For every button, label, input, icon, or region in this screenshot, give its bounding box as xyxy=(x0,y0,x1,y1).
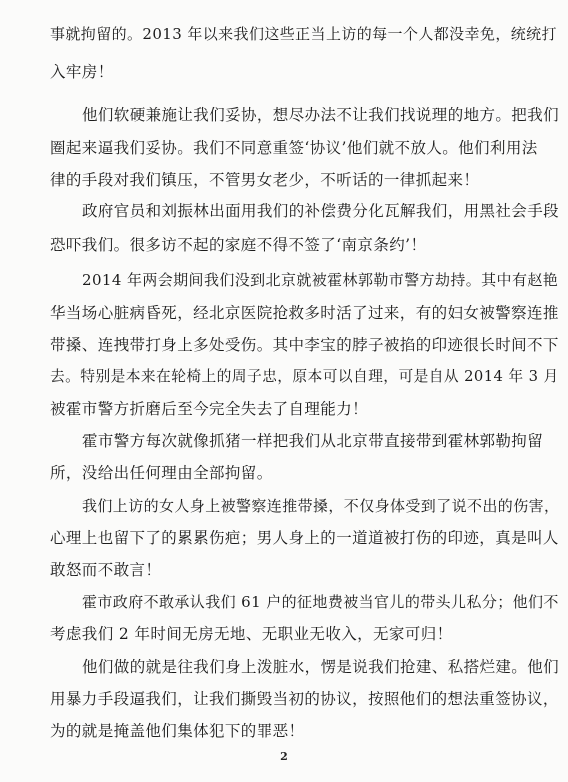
text-line-15: 我们上访的女人身上被警察连推带搡，不仅身体受到了说不出的伤害， xyxy=(82,497,560,515)
text-line-5: 律的手段对我们镇压，不管男女老少，不听话的一律抓起来！ xyxy=(50,171,480,189)
text-line-6: 政府官员和刘振林出面用我们的补偿费分化瓦解我们，用黑社会手段 xyxy=(82,202,560,220)
text-line-12: 被霍市警方折磨后至今完全失去了自理能力！ xyxy=(50,400,369,418)
text-line-21: 用暴力手段逼我们，让我们撕毁当初的协议，按照他们的想法重签协议， xyxy=(50,690,559,708)
text-line-4: 圈起来逼我们妥协。我们不同意重签‘协议’他们就不放人。他们利用法 xyxy=(50,139,538,157)
text-line-8: 2014 年两会期间我们没到北京就被霍林郭勒市警方劫持。其中有赵艳 xyxy=(82,271,559,289)
page-number: 2 xyxy=(280,750,288,763)
text-line-16: 心理上也留下了的累累伤疤；男人身上的一道道被打伤的印迹，真是叫人 xyxy=(50,529,559,547)
text-line-2: 入牢房！ xyxy=(50,63,114,81)
text-line-10: 带搡、连拽带打身上多处受伤。其中李宝的脖子被掐的印迹很长时间不下 xyxy=(50,336,559,354)
text-line-11: 去。特别是本来在轮椅上的周子忠，原本可以自理，可是自从 2014 年 3 月 xyxy=(50,368,559,385)
text-line-14: 所，没给出任何理由全部拘留。 xyxy=(50,464,273,482)
text-line-19: 考虑我们 2 年时间无房无地、无职业无收入，无家可归！ xyxy=(50,625,453,643)
text-line-13: 霍市警方每次就像抓猪一样把我们从北京带直接带到霍林郭勒拘留 xyxy=(82,432,544,450)
text-line-1: 事就拘留的。2013 年以来我们这些正当上访的每一个人都没幸免，统统打 xyxy=(50,25,557,43)
text-line-18: 霍市政府不敢承认我们 61 户的征地费被当官儿的带头儿私分；他们不 xyxy=(82,593,559,611)
text-line-17: 敢怒而不敢言！ xyxy=(50,561,162,579)
text-line-20: 他们做的就是往我们身上泼脏水，愣是说我们抢建、私搭烂建。他们 xyxy=(82,658,560,676)
text-line-7: 恐吓我们。很多访不起的家庭不得不签了‘南京条约’！ xyxy=(50,236,427,254)
text-line-3: 他们软硬兼施让我们妥协，想尽办法不让我们找说理的地方。把我们 xyxy=(82,106,560,124)
text-line-22: 为的就是掩盖他们集体犯下的罪恶！ xyxy=(50,722,305,740)
text-line-9: 华当场心脏病昏死，经北京医院抢救多时活了过来，有的妇女被警察连推 xyxy=(50,304,559,322)
